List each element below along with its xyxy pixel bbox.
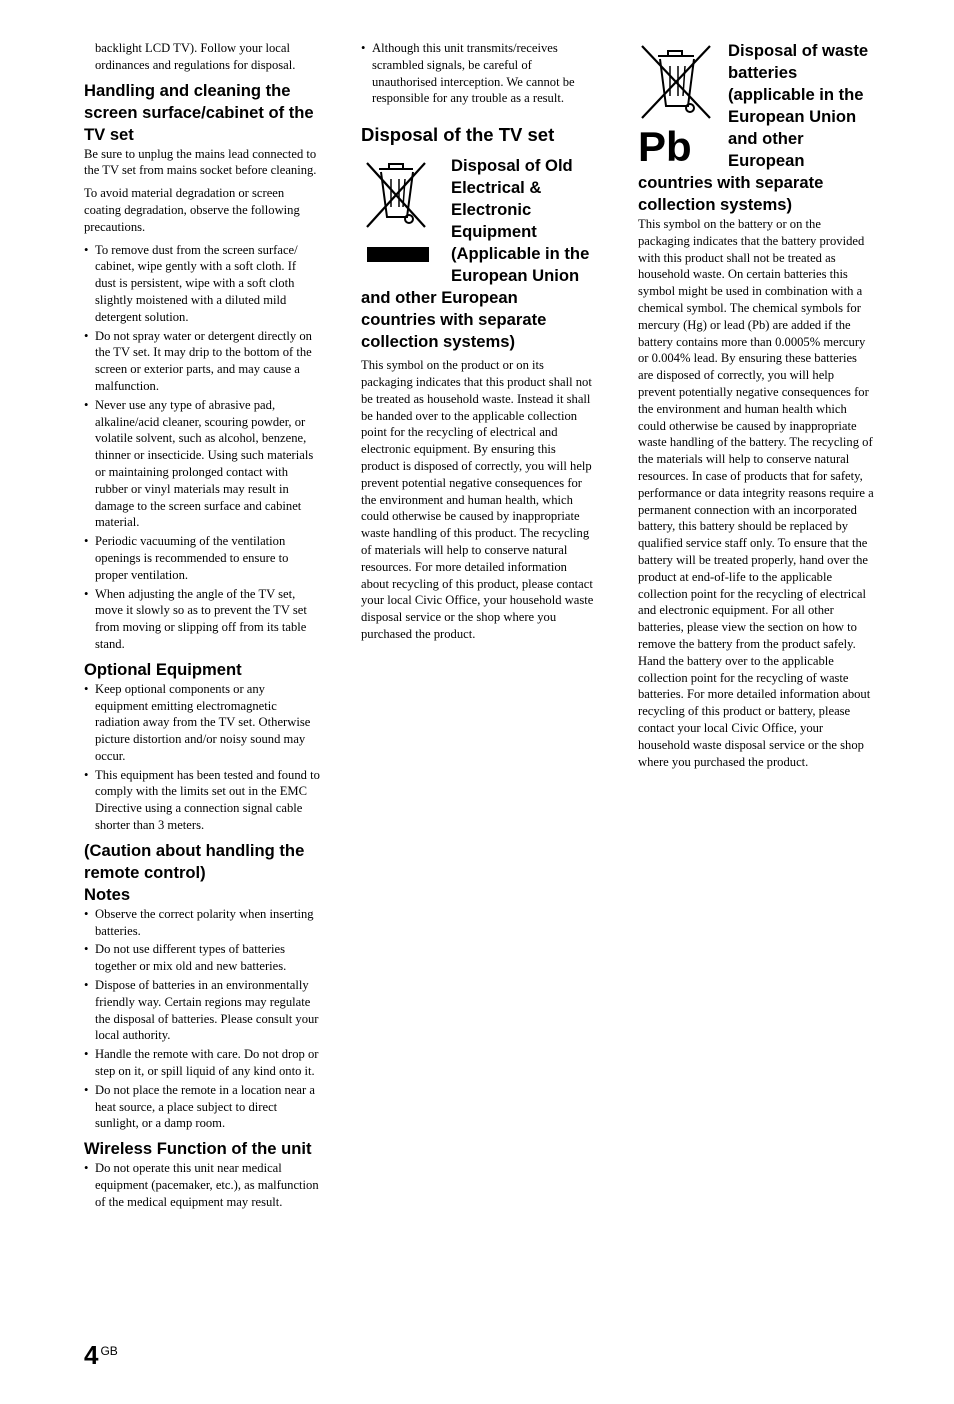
list-item: • Although this unit transmits/receives scrambled signals, be careful of unauthorised interception. We cannot be responsible for any trouble as a result. — [361, 40, 597, 107]
battery-symbol — [638, 40, 728, 170]
cleaning-paragraph-2: To avoid material degradation or screen coating degradation, observe the following precautions. — [84, 186, 300, 234]
list-item: • Observe the correct polarity when inserting batteries. — [84, 906, 320, 940]
cleaning-list — [84, 242, 320, 653]
weee-symbol — [361, 155, 451, 275]
language-code: GB — [100, 1344, 118, 1358]
column-1 — [84, 40, 320, 1217]
wireless-heading: Wireless Function of the unit — [84, 1139, 312, 1159]
list-item: • When adjusting the angle of the TV set, move it slowly so as to prevent the TV set from moving or slipping off from its table stand. — [84, 586, 320, 653]
cleaning-paragraph-1: Be sure to unplug the mains lead connected to the TV set from mains socket before cleaning. — [84, 146, 317, 178]
list-item: • Dispose of batteries in an environmentally friendly way. Certain regions may regulate the disposal of batteries. Please consult your local authority. — [84, 977, 320, 1044]
list-item: • This equipment has been tested and found to comply with the limits set out in the EMC Directive using a connection signal cable shorter than 3 meters. — [84, 767, 320, 834]
crossed-out-wheelie-bin-icon — [361, 155, 431, 267]
notes-heading: Notes — [84, 884, 131, 904]
list-item: • Periodic vacuuming of the ventilation openings is recommended to ensure to proper ventilation. — [84, 533, 320, 583]
column-2 — [361, 40, 597, 649]
intro-continuation: backlight LCD TV). Follow your local ordinances and regulations for disposal. — [95, 41, 296, 72]
list-item: • To remove dust from the screen surface/ cabinet, wipe gently with a soft cloth. If dust is persistent, wipe with a soft cloth slightly moistened with a diluted mild detergent solution. — [84, 242, 320, 326]
weee-body: This symbol on the product or on its packaging indicates that this product shall not be treated as household waste. Instead it shall be handed over to the applicable collection point for the recycling of electrical and electronic equipment. By ensuring this product is disposed of correctly, you will help prevent potential negative consequences for the environment and human health, which could otherwise be caused by inappropriate waste handling of this product. The recycling of materials will help to conserve natural resources. For more detailed information about recycling of this product, please contact your local Civic Office, your household waste disposal service or the shop where you purchased the product. — [361, 358, 594, 641]
column-3 — [638, 40, 874, 776]
list-item: • Do not spray water or detergent directly on the TV set. It may drip to the bottom of the screen or exterior parts, and may cause a malfunction. — [84, 328, 320, 395]
list-item: • Handle the remote with care. Do not drop or step on it, or spill liquid of any kind onto it. — [84, 1046, 320, 1080]
battery-body: This symbol on the battery or on the packaging indicates that the battery provided with this product shall not be treated as household waste. On certain batteries this symbol might be used in combination with a chemical symbol. The chemical symbols for mercury (Hg) or lead (Pb) are added if the battery contains more than 0.0005% mercury or 0.004% lead. By ensuring these batteries are disposed of correctly, you will help prevent potentially negative consequences for the environment and human health which could otherwise be caused by inappropriate waste handling of the battery. The recycling of the materials will help to conserve natural resources. In case of products that for safety, performance or data integrity reasons require a permanent connection with an incorporated battery, this battery should be replaced by qualified service staff only. To ensure that the battery will be treated properly, hand over the product at end-of-life to the applicable collection point for the recycling of electrical and electronic equipment. For all other batteries, please view the section on how to remove the battery from the product safely. Hand the battery over to the applicable collection point for the recycling of waste batteries. For more detailed information about recycling of this product or battery, please contact your local Civic Office, your household waste disposal service or the shop where you purchased the product. — [638, 217, 874, 769]
page-footer — [84, 1340, 118, 1371]
disposal-tv-heading: Disposal of the TV set — [361, 124, 555, 146]
list-item: • Keep optional components or any equipment emitting electromagnetic radiation away from the TV set. Otherwise picture distortion and/or noisy sound may occur. — [84, 681, 320, 765]
wireless-list — [84, 1160, 320, 1210]
remote-list — [84, 906, 320, 1132]
page-number: 4 — [84, 1340, 99, 1370]
weee-heading: Disposal of Old Electrical & Electronic Equipment (Applicable in the European Union and other European countries with separate collection systems) — [361, 156, 590, 352]
optional-heading: Optional Equipment — [84, 659, 242, 679]
remote-heading: (Caution about handling the remote control) — [84, 840, 305, 882]
crossed-out-wheelie-bin-icon — [638, 40, 716, 120]
interception-list — [361, 40, 597, 107]
list-item: • Never use any type of abrasive pad, alkaline/acid cleaner, scouring powder, or volatile solvent, such as alcohol, benzene, thinner or insecticide. Using such materials or maintaining prolonged contact with rubber or vinyl materials may result in damage to the screen surface and cabinet material. — [84, 397, 320, 531]
list-item: • Do not use different types of batteries together or mix old and new batteries. — [84, 941, 320, 975]
optional-list — [84, 681, 320, 834]
lead-symbol-label: Pb — [638, 123, 692, 170]
cleaning-heading: Handling and cleaning the screen surface/cabinet of the TV set — [84, 80, 314, 144]
list-item: • Do not operate this unit near medical equipment (pacemaker, etc.), as malfunction of the medical equipment may result. — [84, 1160, 320, 1210]
list-item: • Do not place the remote in a location near a heat source, a place subject to direct sunlight, or a damp room. — [84, 1082, 320, 1132]
battery-heading: Disposal of waste batteries (applicable in the European Union and other European countries with separate collection systems) — [638, 41, 869, 214]
